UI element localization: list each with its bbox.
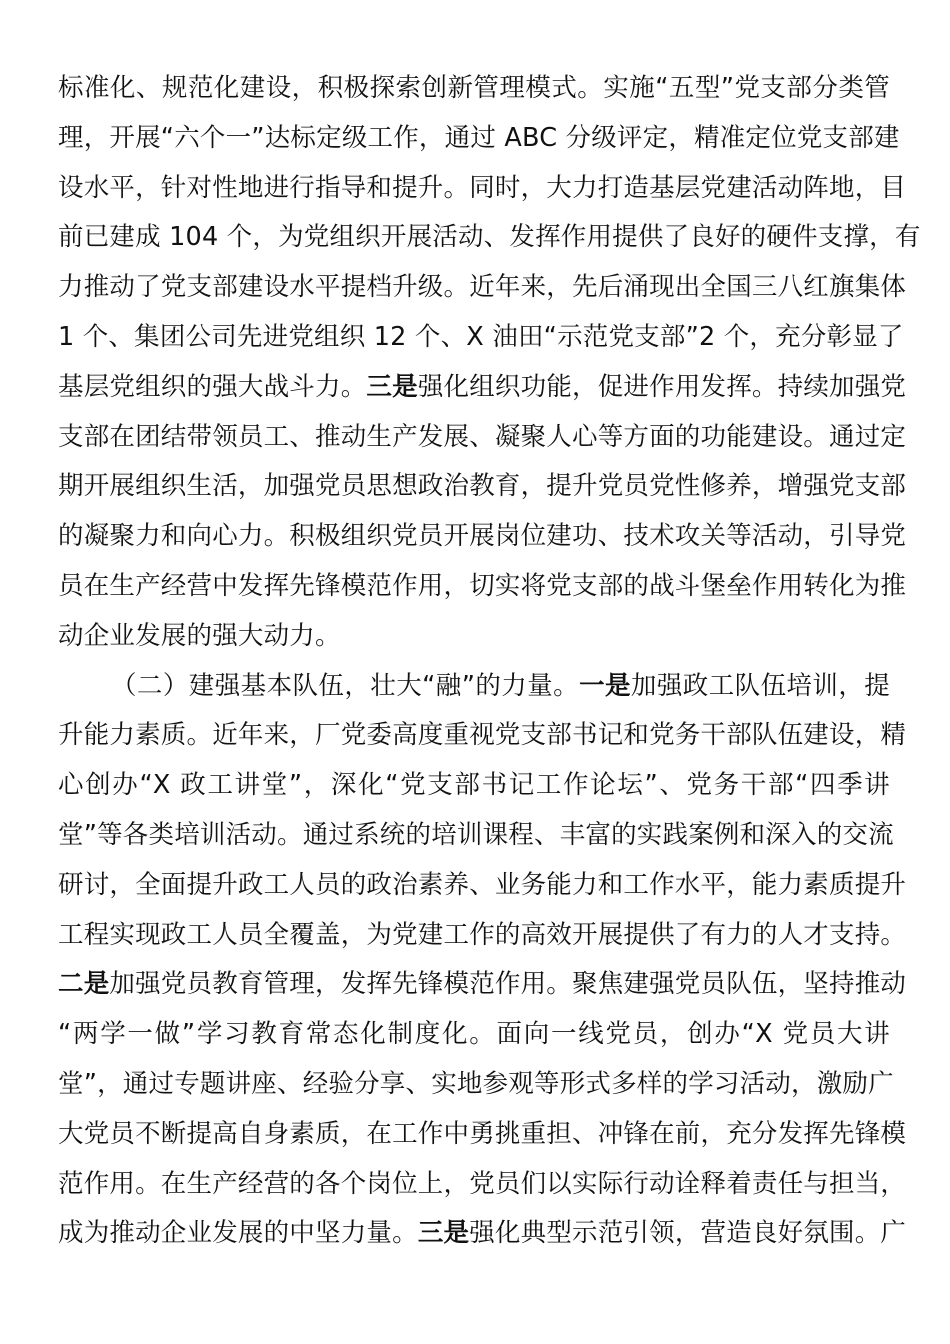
section-heading: （二）建强基本队伍，壮大“融”的力量。	[111, 670, 580, 701]
text-segment: 基层党组织的强大战斗力。	[58, 371, 367, 402]
text-line: 理，开展“六个一”达标定级工作，通过 ABC 分级评定，精准定位党支部建	[58, 122, 900, 153]
text-line: 堂”等各类培训活动。通过系统的培训课程、丰富的实践案例和深入的交流	[58, 819, 894, 850]
text-line	[58, 662, 890, 712]
text-line: 的凝聚力和向心力。积极组织党员开展岗位建功、技术攻关等活动，引导党	[58, 521, 907, 552]
text-segment: 强化组织功能，促进作用发挥。持续加强党	[417, 371, 907, 402]
text-segment: 加强党员教育管理，发挥先锋模范作用。聚焦建强党员队伍，坚持推动	[109, 969, 907, 1000]
text-line: 动企业发展的强大动力。	[58, 620, 341, 651]
text-line: 员在生产经营中发挥先锋模范作用，切实将党支部的战斗堡垒作用转化为推	[58, 570, 907, 601]
text-line	[58, 1209, 907, 1259]
bold-keyword: 一是	[579, 670, 631, 701]
text-line: 堂”，通过专题讲座、经验分享、实地参观等形式多样的学习活动，激励广	[58, 1068, 894, 1099]
text-line: 心创办“X 政工讲堂”，深化“党支部书记工作论坛”、党务干部“四季讲	[58, 770, 890, 801]
text-line	[58, 960, 907, 1010]
text-line: 标准化、规范化建设，积极探索创新管理模式。实施“五型”党支部分类管	[58, 73, 890, 103]
text-line: 研讨，全面提升政工人员的政治素养、业务能力和工作水平，能力素质提升	[58, 869, 907, 900]
text-segment: 强化典型示范引领，营造良好氛围。广	[469, 1218, 907, 1249]
text-line: “两学一做”学习教育常态化制度化。面向一线党员，创办“X 党员大讲	[58, 1019, 890, 1050]
text-line: 范作用。在生产经营的各个岗位上，党员们以实际行动诠释着责任与担当，	[58, 1168, 907, 1199]
bold-keyword: 三是	[417, 1218, 470, 1249]
text-line: 前已建成 104 个，为党组织开展活动、发挥作用提供了良好的硬件支撑，有	[58, 222, 921, 253]
text-line: 力推动了党支部建设水平提档升级。近年来，先后涌现出全国三八红旗集体	[58, 272, 907, 303]
document-page	[58, 64, 921, 1259]
text-line: 升能力素质。近年来，厂党委高度重视党支部书记和党务干部队伍建设，精	[58, 720, 907, 751]
paragraph-party-branch	[58, 64, 921, 662]
text-segment: 成为推动企业发展的中坚力量。	[58, 1218, 418, 1249]
text-line: 大党员不断提高自身素质，在工作中勇挑重担、冲锋在前，充分发挥先锋模	[58, 1118, 907, 1149]
bold-keyword: 三是	[366, 371, 418, 402]
text-line: 期开展组织生活，加强党员思想政治教育，提升党员党性修养，增强党支部	[58, 471, 907, 502]
text-line	[58, 363, 907, 413]
text-line: 工程实现政工人员全覆盖，为党建工作的高效开展提供了有力的人才支持。	[58, 919, 907, 950]
bold-keyword: 二是	[58, 969, 110, 1000]
text-line: 1 个、集团公司先进党组织 12 个、X 油田“示范党支部”2 个，充分彰显了	[58, 321, 904, 352]
text-line: 设水平，针对性地进行指导和提升。同时，大力打造基层党建活动阵地，目	[58, 172, 907, 203]
text-segment: 加强政工队伍培训，提	[630, 670, 890, 701]
paragraph-basic-team	[58, 662, 907, 1260]
text-line: 支部在团结带领员工、推动生产发展、凝聚人心等方面的功能建设。通过定	[58, 421, 907, 452]
